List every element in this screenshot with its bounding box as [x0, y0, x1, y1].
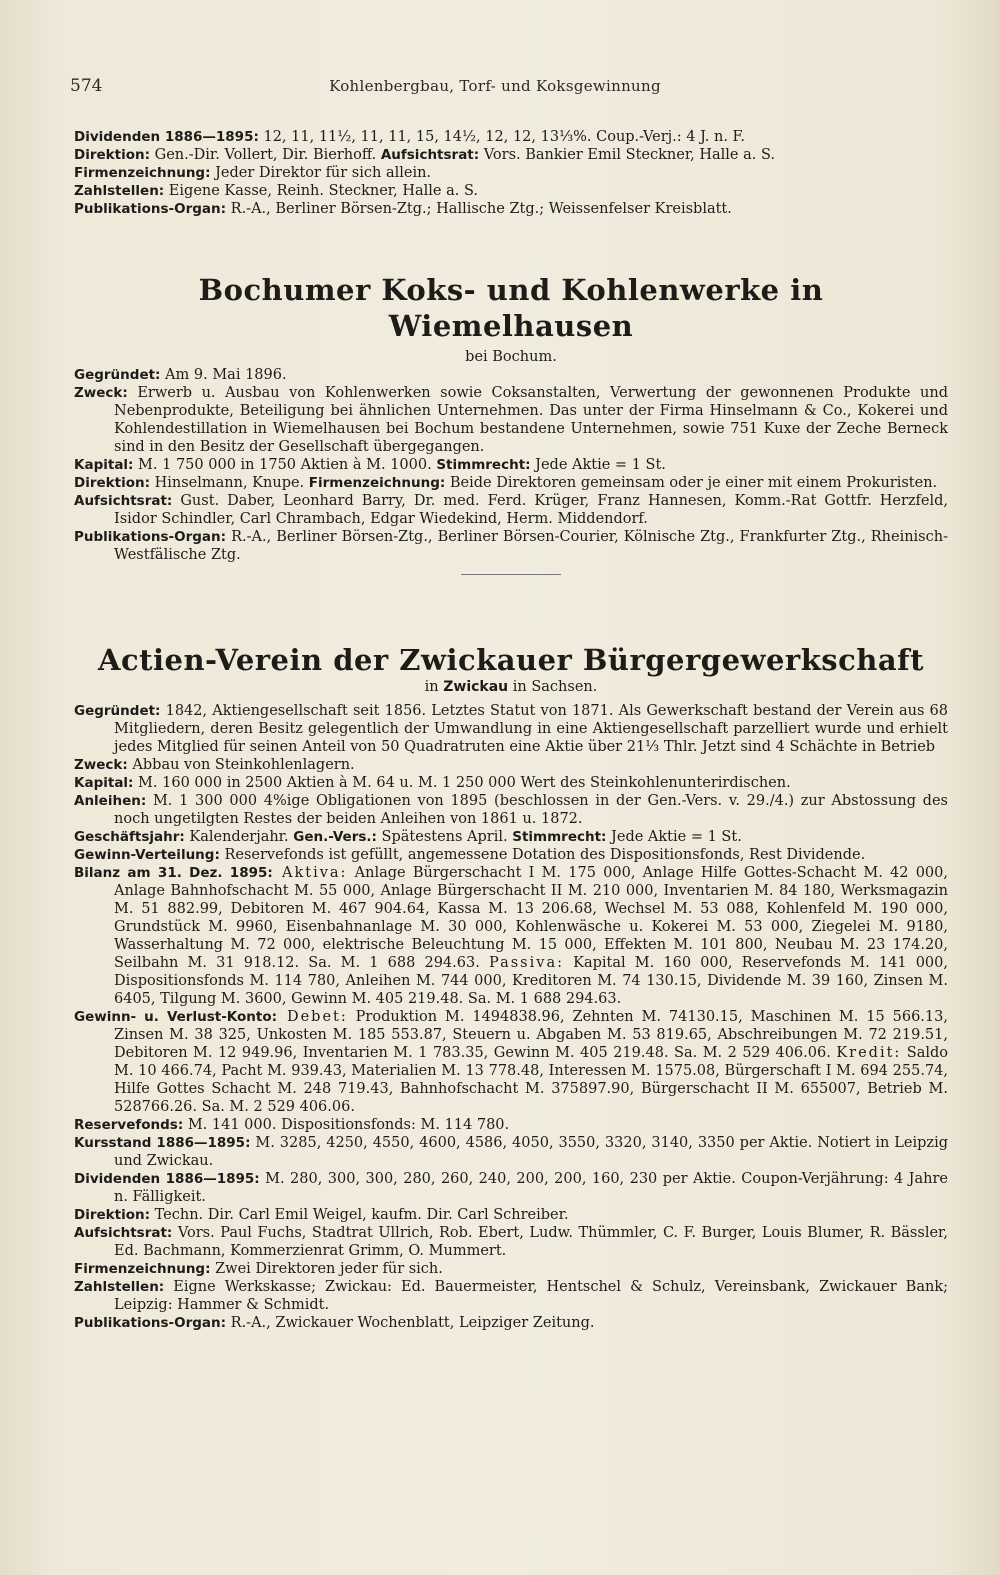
text-kapital: M. 160 000 in 2500 Aktien à M. 64 u. M. 1 250 000 Wert des Steinkohlenunterirdischen. — [133, 775, 791, 791]
entry-zweck — [74, 384, 948, 456]
text-geschaeftsjahr: Kalenderjahr. — [184, 829, 294, 845]
label-firmenzeichnung: Firmenzeichnung: — [308, 475, 446, 491]
label-bilanz: Bilanz am 31. Dez. 1895: — [74, 865, 273, 881]
entry-aufsichtsrat — [74, 492, 948, 528]
entry-firmenzeichnung — [74, 164, 948, 182]
label-gegruendet: Gegründet: — [74, 367, 161, 383]
entry-zahlstellen — [74, 182, 948, 200]
entry-zahlstellen — [74, 1278, 948, 1314]
text-zahlstellen: Eigne Werkskasse; Zwickau: Ed. Bauermeister, Hentschel & Schulz, Vereinsbank, Zwickauer Bank; Leipzig: Hammer & Schmidt. — [114, 1279, 948, 1313]
label-gen-vers: Gen.-Vers.: — [293, 829, 377, 845]
entry-publikations-organ — [74, 528, 948, 564]
entry-kapital — [74, 456, 948, 474]
text-dividenden: M. 280, 300, 300, 280, 260, 240, 200, 200, 160, 230 per Aktie. Coupon-Verjährung: 4 Jahre n. Fälligkeit. — [114, 1171, 948, 1205]
text-gen-vers: Spätestens April. — [376, 829, 513, 845]
entry-direktion — [74, 1206, 948, 1224]
text-gegruendet: 1842, Aktiengesellschaft seit 1856. Letztes Statut von 1871. Als Gewerkschaft bestand der Verein aus 68 Mitgliedern, deren Besitz gelegentlich der Umwandlung in eine Aktiengesellschaft parzelliert wurde und erhielt jedes Mitglied für seinen Anteil von 50 Quadratruten eine Aktie über 21⅓ Thlr. Jetzt sind 4 Schächte in Betrieb — [114, 703, 948, 755]
label-aufsichtsrat: Aufsichtsrat: — [74, 1225, 173, 1241]
label-aufsichtsrat: Aufsichtsrat: — [74, 493, 173, 509]
label-firmenzeichnung: Firmenzeichnung: — [74, 165, 211, 181]
text-kapital: M. 1 750 000 in 1750 Aktien à M. 1000. — [133, 457, 437, 473]
label-publikations-organ: Publikations-Organ: — [74, 201, 227, 217]
label-dividenden: Dividenden 1886—1895: — [74, 1171, 260, 1187]
label-kapital: Kapital: — [74, 457, 134, 473]
text-stimmrecht: Jede Aktie = 1 St. — [530, 457, 666, 473]
text-publikations-organ: R.-A., Berliner Börsen-Ztg.; Hallische Ztg.; Weissenfelser Kreisblatt. — [226, 201, 732, 217]
page-number: 574 — [70, 76, 103, 96]
text-direktion: Gen.-Dir. Vollert, Dir. Bierhoff. — [150, 147, 381, 163]
entry-direktion — [74, 146, 948, 164]
text-aktiva: Anlage Bürgerschacht I M. 175 000, Anlage Hilfe Gottes-Schacht M. 42 000, Anlage Bahnhofschacht M. 55 000, Anlage Bürgerschacht II M. 210 000, Inventarien M. 84 180, Werksmagazin M. 51 882.99, Debitoren M. 467 904.64, Kassa M. 13 206.68, Wechsel M. 53 088, Kohlenfeld M. 190 000, Grundstück M. 9960, Eisenbahnanlage M. 30 000, Kohlenwäsche u. Kokerei M. 53 000, Ziegelei M. 9180, Wasserhaltung M. 72 000, elektrische Beleuchtung M. 15 000, Effekten M. 101 800, Neubau M. 23 174.20, Seilbahn M. 31 918.12. Sa. M. 1 688 294.63. — [114, 865, 948, 971]
text-kursstand: M. 3285, 4250, 4550, 4600, 4586, 4050, 3550, 3320, 3140, 3350 per Aktie. Notiert in Leipzig und Zwickau. — [114, 1135, 948, 1169]
previous-company-section — [74, 128, 948, 218]
label-aktiva: Aktiva: — [272, 865, 348, 881]
text-debet: Produktion M. 1494838.96, Zehnten M. 74130.15, Maschinen M. 15 566.13, Zinsen M. 38 325, Unkosten M. 185 553.87, Steuern u. Abgaben M. 53 819.65, Abschreibungen M. 72 219.51, Debitoren M. 12 949.96, Inventarien M. 1 783.35, Gewinn M. 405 219.48. Sa. M. 2 529 406.06. — [114, 1009, 948, 1061]
text-kredit: Saldo M. 10 466.74, Pacht M. 939.43, Materialien M. 13 778.48, Interessen M. 1575.08, Bürgerschaft I M. 694 255.74, Hilfe Gottes Schacht M. 248 719.43, Bahnhofschacht M. 375897.90, Bürgerschacht II M. 655007, Betrieb M. 528766.26. Sa. M. 2 529 406.06. — [114, 1045, 949, 1115]
subtitle-rest: in Sachsen. — [508, 679, 598, 695]
company-subtitle-zwickau — [74, 678, 948, 696]
text-stimmrecht: Jede Aktie = 1 St. — [606, 829, 742, 845]
entry-dividenden — [74, 128, 948, 146]
text-reservefonds: M. 141 000. Dispositionsfonds: M. 114 780. — [183, 1117, 510, 1133]
label-passiva: Passiva: — [488, 955, 564, 971]
text-zweck: Abbau von Steinkohlenlagern. — [127, 757, 355, 773]
text-firmenzeichnung: Beide Direktoren gemeinsam oder je einer mit einem Prokuristen. — [445, 475, 938, 491]
entry-dividenden — [74, 1170, 948, 1206]
text-gegruendet: Am 9. Mai 1896. — [160, 367, 287, 383]
text-firmenzeichnung: Jeder Direktor für sich allein. — [210, 165, 432, 181]
entry-gegruendet — [74, 366, 948, 384]
label-kursstand: Kursstand 1886—1895: — [74, 1135, 251, 1151]
entry-reservefonds — [74, 1116, 948, 1134]
entry-kursstand — [74, 1134, 948, 1170]
text-aufsichtsrat: Gust. Daber, Leonhard Barry, Dr. med. Ferd. Krüger, Franz Hannesen, Komm.-Rat Gottfr. Herzfeld, Isidor Schindler, Carl Chrambach, Edgar Wiedekind, Herm. Middendorf. — [114, 493, 948, 527]
label-firmenzeichnung: Firmenzeichnung: — [74, 1261, 211, 1277]
label-zweck: Zweck: — [74, 757, 128, 773]
running-title: Kohlenbergbau, Torf- und Koksgewinnung — [329, 77, 661, 95]
page-header — [70, 76, 920, 100]
text-direktion: Techn. Dir. Carl Emil Weigel, kaufm. Dir. Carl Schreiber. — [150, 1207, 569, 1223]
entry-direktion — [74, 474, 948, 492]
label-anleihen: Anleihen: — [74, 793, 147, 809]
text-zweck: Erwerb u. Ausbau von Kohlenwerken sowie Coksanstalten, Verwertung der gewonnenen Produkte und Nebenprodukte, Beteiligung bei ähnlichen Unternehmen. Das unter der Firma Hinselmann & Co., Kokerei und Kohlendestillation in Wiemelhausen bei Bochum bestandene Unternehmen, sowie 751 Kuxe der Zeche Berneck sind in den Besitz der Gesellschaft übergegangen. — [114, 385, 948, 455]
label-kredit: Kredit: — [836, 1045, 902, 1061]
text-direktion: Hinselmann, Knupe. — [150, 475, 309, 491]
label-geschaeftsjahr: Geschäftsjahr: — [74, 829, 185, 845]
label-aufsichtsrat: Aufsichtsrat: — [380, 147, 480, 163]
entry-publikations-organ — [74, 200, 948, 218]
bochum-section — [74, 272, 948, 575]
label-stimmrecht: Stimmrecht: — [436, 457, 531, 473]
entry-gewinn-verlust-konto — [74, 1008, 948, 1116]
text-zahlstellen: Eigene Kasse, Reinh. Steckner, Halle a. S. — [164, 183, 478, 199]
company-title-bochum: Bochumer Koks- und Kohlenwerke in Wiemelhausen — [198, 273, 824, 343]
label-stimmrecht: Stimmrecht: — [512, 829, 607, 845]
subtitle-in: in — [424, 679, 444, 695]
entry-zweck — [74, 756, 948, 774]
label-debet: Debet: — [277, 1009, 348, 1025]
text-publikations-organ: R.-A., Berliner Börsen-Ztg., Berliner Börsen-Courier, Kölnische Ztg., Frankfurter Ztg., Rheinisch-Westfälische Ztg. — [114, 529, 948, 563]
text-firmenzeichnung: Zwei Direktoren jeder für sich. — [210, 1261, 443, 1277]
text-dividenden: 12, 11, 11½, 11, 11, 15, 14½, 12, 12, 13⅓%. Coup.-Verj.: 4 J. n. F. — [258, 129, 745, 145]
label-direktion: Direktion: — [74, 1207, 150, 1223]
label-zweck: Zweck: — [74, 385, 128, 401]
entry-geschaeftsjahr — [74, 828, 948, 846]
label-kapital: Kapital: — [74, 775, 134, 791]
entry-aufsichtsrat — [74, 1224, 948, 1260]
subtitle-town: Zwickau — [443, 679, 509, 695]
entry-gegruendet — [74, 702, 948, 756]
entry-bilanz — [74, 864, 948, 1008]
text-aufsichtsrat: Vors. Paul Fuchs, Stadtrat Ullrich, Rob. Ebert, Ludw. Thümmler, C. F. Burger, Louis Blumer, R. Bässler, Ed. Bachmann, Kommerzienrat Grimm, O. Mummert. — [114, 1225, 948, 1259]
company-subtitle-bochum: bei Bochum. — [465, 349, 557, 365]
text-aufsichtsrat: Vors. Bankier Emil Steckner, Halle a. S. — [479, 147, 776, 163]
label-zahlstellen: Zahlstellen: — [74, 1279, 165, 1295]
label-gewinn-verteilung: Gewinn-Verteilung: — [74, 847, 220, 863]
label-gewinn-verlust-konto: Gewinn- u. Verlust-Konto: — [74, 1009, 278, 1025]
entry-publikations-organ — [74, 1314, 948, 1332]
text-anleihen: M. 1 300 000 4%ige Obligationen von 1895 (beschlossen in der Gen.-Vers. v. 29./4.) zur Abstossung des noch ungetilgten Restes der beiden Anleihen von 1861 u. 1872. — [114, 793, 948, 827]
label-publikations-organ: Publikations-Organ: — [74, 529, 227, 545]
label-reservefonds: Reservefonds: — [74, 1117, 184, 1133]
zwickau-section — [74, 642, 948, 1332]
label-publikations-organ: Publikations-Organ: — [74, 1315, 227, 1331]
text-passiva: Kapital M. 160 000, Reservefonds M. 141 000, Dispositionsfonds M. 114 780, Anleihen M. 744 000, Kreditoren M. 74 130.15, Dividende M. 39 160, Zinsen M. 6405, Tilgung M. 3600, Gewinn M. 405 219.48. Sa. M. 1 688 294.63. — [114, 955, 948, 1007]
entry-kapital — [74, 774, 948, 792]
label-gegruendet: Gegründet: — [74, 703, 161, 719]
section-divider — [461, 574, 561, 575]
label-dividenden: Dividenden 1886—1895: — [74, 129, 259, 145]
entry-firmenzeichnung — [74, 1260, 948, 1278]
company-title-zwickau: Actien-Verein der Zwickauer Bürgergewerkschaft — [97, 643, 925, 677]
text-publikations-organ: R.-A., Zwickauer Wochenblatt, Leipziger Zeitung. — [226, 1315, 595, 1331]
entry-gewinn-verteilung — [74, 846, 948, 864]
label-direktion: Direktion: — [74, 147, 150, 163]
entry-anleihen — [74, 792, 948, 828]
label-zahlstellen: Zahlstellen: — [74, 183, 165, 199]
label-direktion: Direktion: — [74, 475, 150, 491]
text-gewinn-verteilung: Reservefonds ist gefüllt, angemessene Dotation des Dispositionsfonds, Rest Dividende. — [219, 847, 866, 863]
